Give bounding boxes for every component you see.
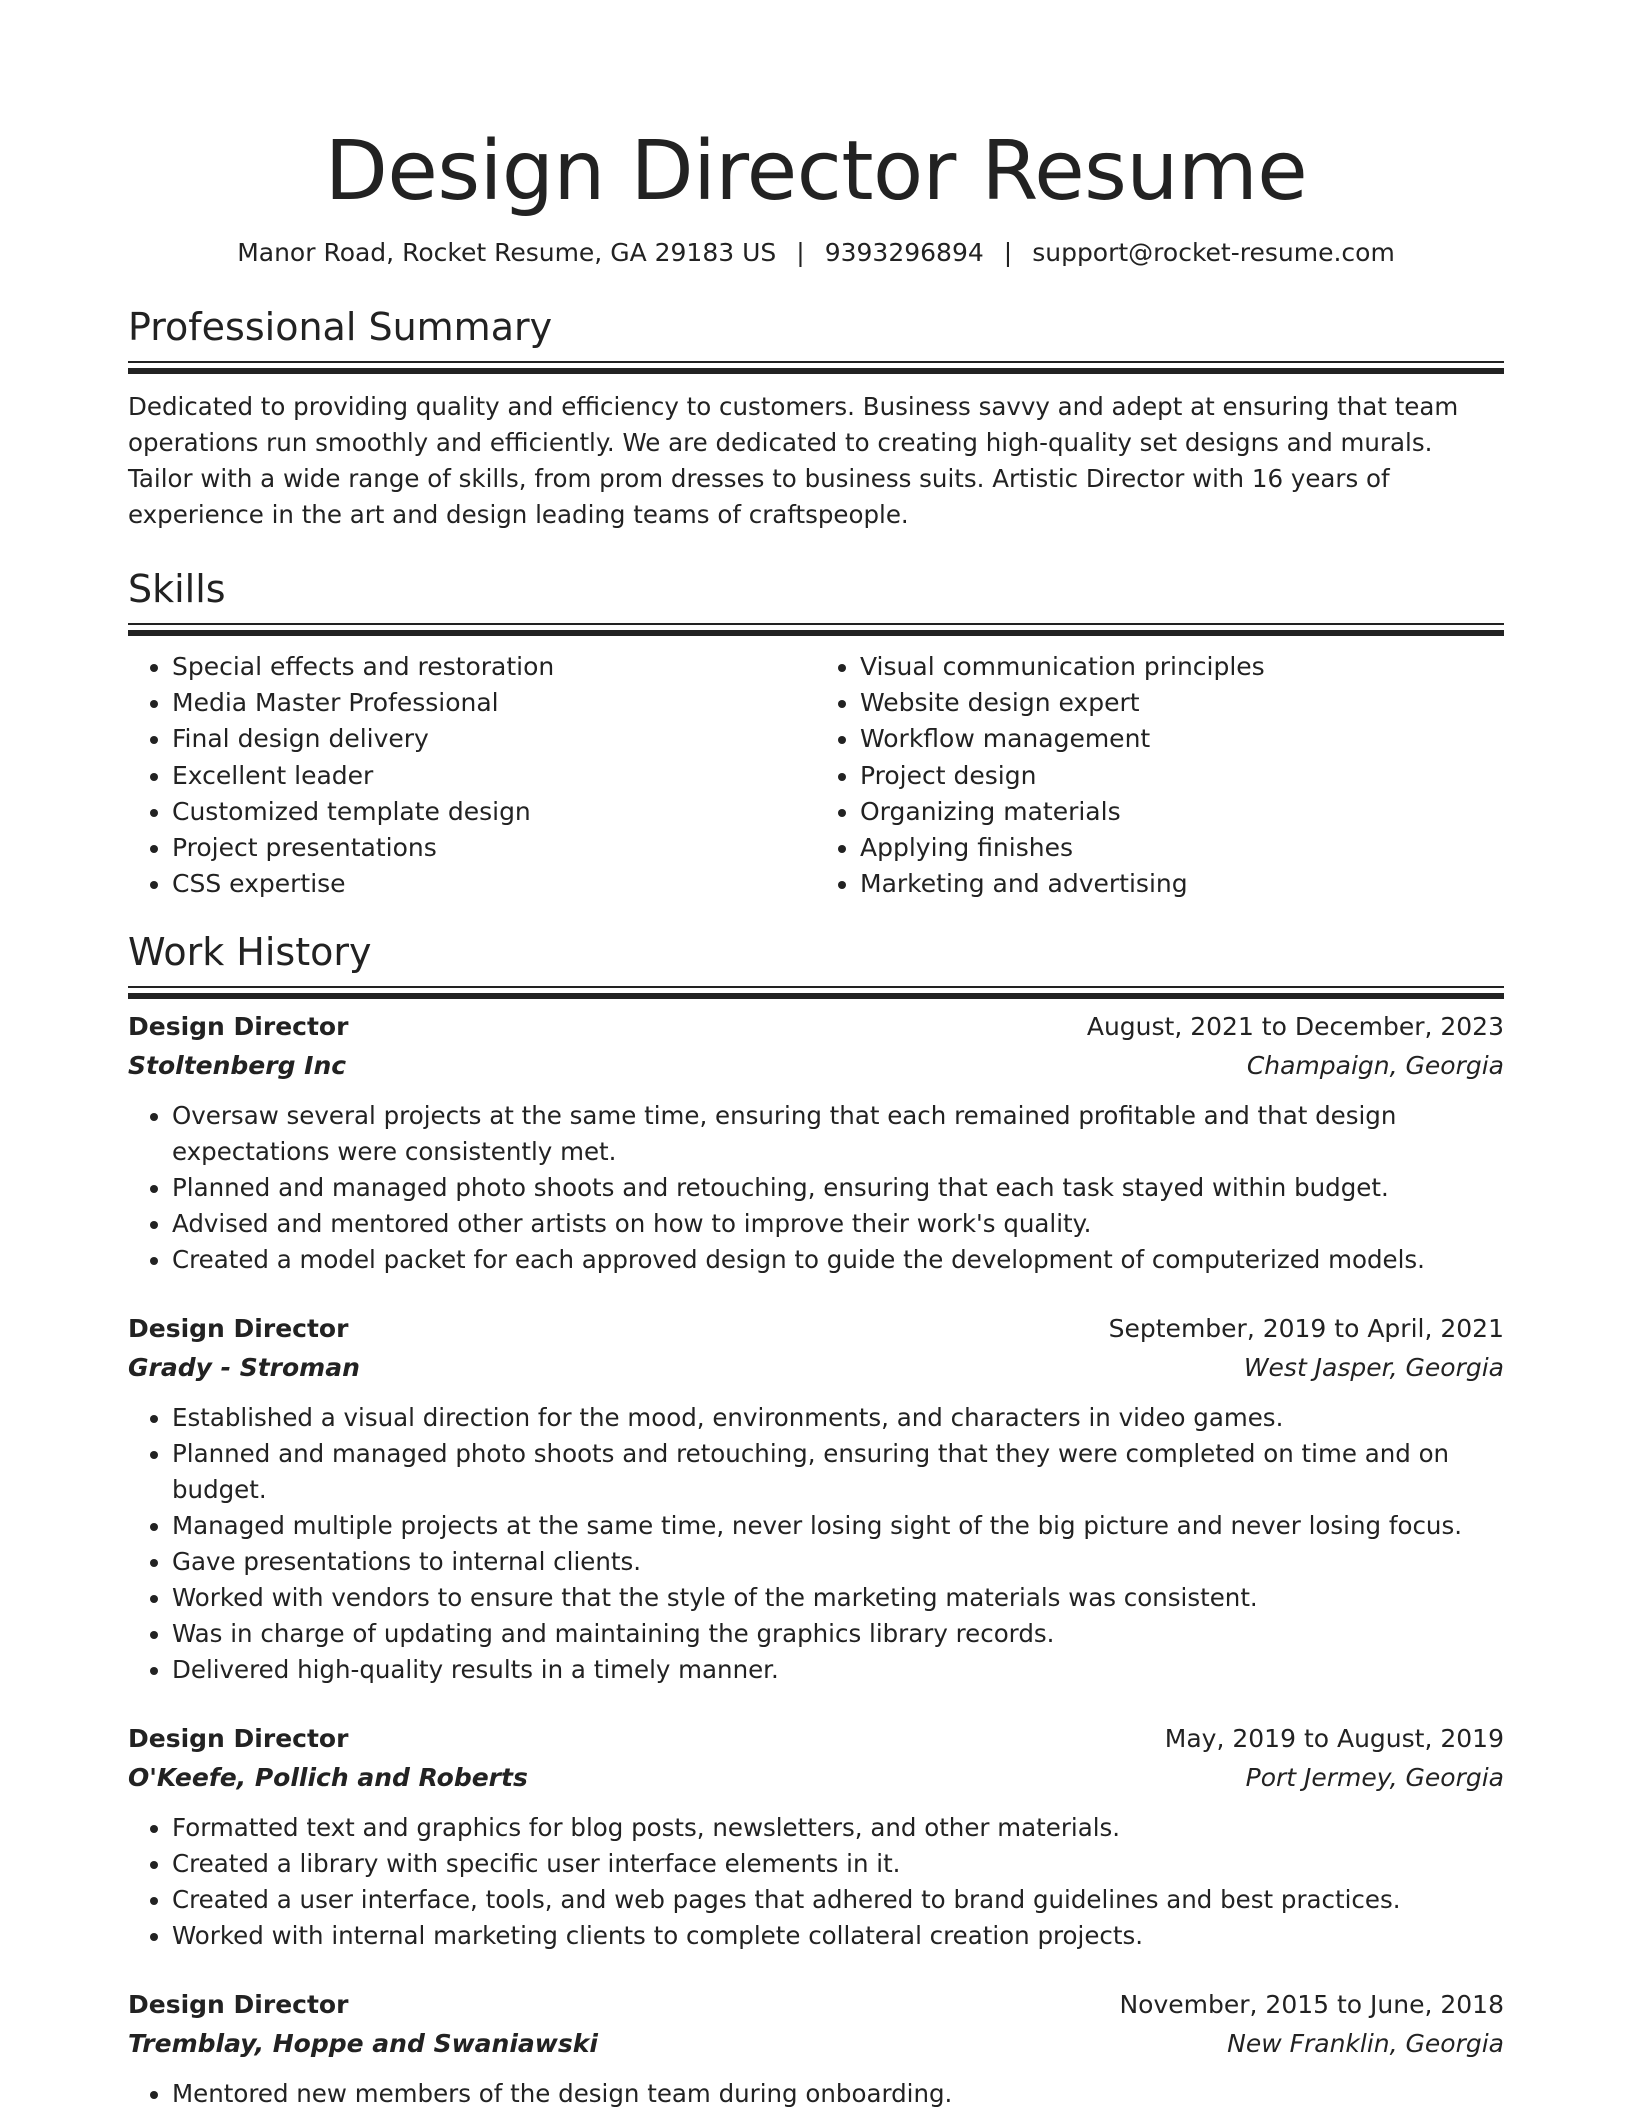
skill-item: • CSS expertise [172,866,816,902]
job-dates: September, 2019 to April, 2021 [1108,1314,1504,1344]
job-bullet: • Created a model packet for each approved design to guide the development of computerized models. [172,1242,1504,1278]
work-history-section [128,928,1504,2112]
section-divider [128,623,1504,639]
skill-item: • Excellent leader [172,758,816,794]
job-title-row [128,1310,1504,1348]
job-bullet: • Was in charge of updating and maintaining the graphics library records. [172,1616,1504,1652]
job-title: Design Director [128,1012,349,1042]
contact-email: support@rocket-resume.com [1032,238,1395,267]
skill-item: • Project design [860,758,1504,794]
job-title-row [128,1008,1504,1046]
job-bullets [128,1810,1504,1954]
job-company: Tremblay, Hoppe and Swaniawski [128,2029,598,2059]
skills-list-right [816,649,1504,902]
resume-title: Design Director Resume [324,124,1308,219]
skill-item: • Organizing materials [860,794,1504,830]
job-entry [128,1008,1504,1278]
section-heading-work-history: Work History [128,930,372,975]
skill-item: • Marketing and advertising [860,866,1504,902]
job-bullet: • Created a library with specific user interface elements in it. [172,1846,1504,1882]
skills-columns [128,649,1504,902]
contact-line [128,236,1504,270]
job-title: Design Director [128,1990,349,2020]
job-bullet: • Planned and managed photo shoots and retouching, ensuring that they were completed on time and on budget. [172,1436,1504,1508]
job-bullet: • Gave presentations to internal clients. [172,1544,1504,1580]
skill-item: • Final design delivery [172,721,816,757]
job-entry [128,1720,1504,1954]
contact-phone: 9393296894 [824,238,984,267]
contact-separator: | [1003,238,1013,267]
job-bullet: • Mentored new members of the design team during onboarding. [172,2076,1504,2112]
job-bullets [128,1098,1504,1278]
summary-section [128,303,1504,533]
job-bullets [128,2076,1504,2112]
resume-content [128,0,1504,2112]
skill-item: • Applying finishes [860,830,1504,866]
job-dates: November, 2015 to June, 2018 [1119,1990,1504,2020]
job-company-row [128,2024,1504,2064]
section-heading-skills: Skills [128,567,226,611]
job-location: New Franklin, Georgia [1227,2029,1504,2059]
job-title-row [128,1986,1504,2024]
job-company: Stoltenberg Inc [128,1051,347,1081]
job-title: Design Director [128,1314,349,1344]
job-bullet: • Delivered high-quality results in a timely manner. [172,1652,1504,1688]
contact-separator: | [796,238,805,267]
job-company-row [128,1758,1504,1798]
job-company: Grady - Stroman [128,1353,360,1383]
job-title: Design Director [128,1724,349,1754]
job-company: O'Keefe, Pollich and Roberts [128,1763,528,1793]
job-dates: August, 2021 to December, 2023 [1086,1012,1504,1042]
job-bullets [128,1400,1504,1688]
job-bullet: • Worked with internal marketing clients to complete collateral creation projects. [172,1918,1504,1954]
job-location: West Jasper, Georgia [1243,1353,1504,1383]
skills-section [128,565,1504,902]
skill-item: • Project presentations [172,830,816,866]
skill-item: • Website design expert [860,685,1504,721]
job-company-row [128,1046,1504,1086]
contact-address: Manor Road, Rocket Resume, GA 29183 US [237,238,777,267]
job-bullet: • Established a visual direction for the mood, environments, and characters in video games. [172,1400,1504,1436]
job-entry [128,1986,1504,2112]
job-location: Champaign, Georgia [1246,1051,1504,1081]
job-bullet: • Created a user interface, tools, and web pages that adhered to brand guidelines and best practices. [172,1882,1504,1918]
job-bullet: • Worked with vendors to ensure that the style of the marketing materials was consistent. [172,1580,1504,1616]
skill-item: • Workflow management [860,721,1504,757]
section-divider [128,361,1504,377]
skill-item: • Special effects and restoration [172,649,816,685]
job-entry [128,1310,1504,1688]
skills-list-left [128,649,816,902]
job-location: Port Jermey, Georgia [1245,1763,1504,1793]
job-dates: May, 2019 to August, 2019 [1164,1724,1504,1754]
section-heading-summary: Professional Summary [128,305,553,349]
skill-item: • Customized template design [172,794,816,830]
job-bullet: • Advised and mentored other artists on how to improve their work's quality. [172,1206,1504,1242]
skill-item: • Visual communication principles [860,649,1504,685]
job-bullet: • Formatted text and graphics for blog posts, newsletters, and other materials. [172,1810,1504,1846]
job-company-row [128,1348,1504,1388]
summary-text: Dedicated to providing quality and efficiency to customers. Business savvy and adept at ensuring that team operations run smoothly and efficiently. We are dedicated to creating high-quality set designs and murals. Tailor with a wide range of skills, from prom dresses to business suits. Artistic Director with 16 years of experience in the art and design leading teams of craftspeople. [128,392,1459,529]
job-bullet: • Planned and managed photo shoots and retouching, ensuring that each task stayed within budget. [172,1170,1504,1206]
job-title-row [128,1720,1504,1758]
section-divider [128,986,1504,1002]
job-bullet: • Managed multiple projects at the same time, never losing sight of the big picture and never losing focus. [172,1508,1504,1544]
skill-item: • Media Master Professional [172,685,816,721]
job-bullet: • Oversaw several projects at the same time, ensuring that each remained profitable and that design expectations were consistently met. [172,1098,1504,1170]
